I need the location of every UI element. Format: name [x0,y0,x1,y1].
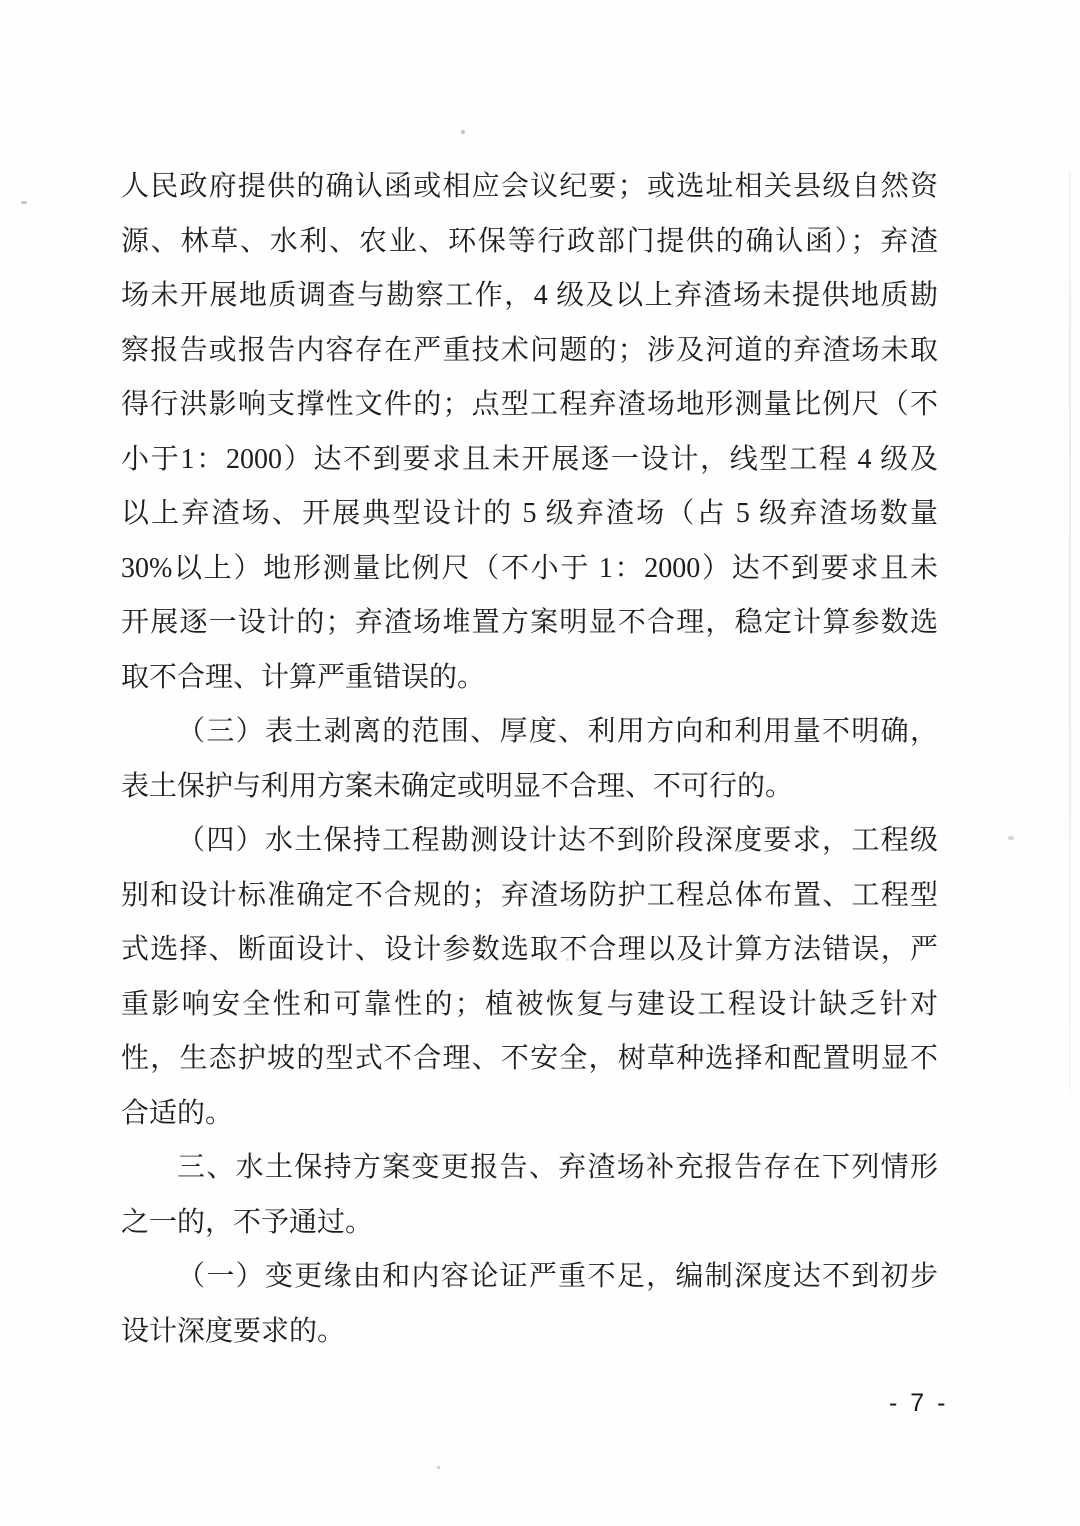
text-line: （四）水土保持工程勘测设计达不到阶段深度要求，工程级 [177,825,938,856]
text-line: 得行洪影响支撑性文件的；点型工程弃渣场地形测量比例尺（不 [121,389,938,420]
scan-speck [437,1466,440,1469]
text-line: 之一的，不予通过。 [121,1206,374,1238]
text-line: 三、水土保持方案变更报告、弃渣场补充报告存在下列情形 [177,1152,938,1183]
text-line: 30%以上）地形测量比例尺（不小于 1：2000）达不到要求且未 [121,552,938,584]
text-line: 场未开展地质调查与勘察工作，4 级及以上弃渣场未提供地质勘 [121,280,938,311]
text-line: 重影响安全性和可靠性的；植被恢复与建设工程设计缺乏针对 [121,988,938,1020]
text-line: 别和设计标准确定不合规的；弃渣场防护工程总体布置、工程型 [121,879,938,911]
paragraph-continued [121,160,938,705]
text-line: 察报告或报告内容存在严重技术问题的；涉及河道的弃渣场未取 [121,334,938,366]
scan-speck [461,130,465,134]
text-line: 取不合理、计算严重错误的。 [121,661,486,693]
text-line: 源、林草、水利、农业、环保等行政部门提供的确认函）；弃渣 [121,225,938,257]
paragraph-item-3 [121,705,938,814]
paragraph-section-3 [121,1141,938,1250]
text-line: 小于1：2000）达不到要求且未开展逐一设计，线型工程 4 级及 [121,443,938,475]
scan-speck [566,958,569,961]
paragraph-item-4 [121,814,938,1141]
scan-artifact-line [1069,172,1071,1092]
scan-speck [21,201,27,204]
text-line: 开展逐一设计的；弃渣场堆置方案明显不合理，稳定计算参数选 [121,607,938,638]
page-number: - 7 - [889,1389,949,1417]
text-line: （三）表土剥离的范围、厚度、利用方向和利用量不明确， [177,716,938,747]
text-line: 设计深度要求的。 [121,1315,346,1347]
text-column [121,160,938,1359]
text-line: 性，生态护坡的型式不合理、不安全，树草种选择和配置明显不 [121,1043,938,1074]
text-line: 人民政府提供的确认函或相应会议纪要；或选址相关县级自然资 [121,171,938,202]
text-line: 表土保护与利用方案未确定或明显不合理、不可行的。 [121,770,794,802]
text-line: 以上弃渣场、开展典型设计的 5 级弃渣场（占 5 级弃渣场数量 [121,498,938,529]
text-line: （一）变更缘由和内容论证严重不足，编制深度达不到初步 [177,1261,938,1292]
paragraph-item-1 [121,1250,938,1359]
text-line: 合适的。 [121,1097,234,1129]
scan-speck [1008,836,1014,840]
text-line: 式选择、断面设计、设计参数选取不合理以及计算方法错误，严 [121,934,938,965]
